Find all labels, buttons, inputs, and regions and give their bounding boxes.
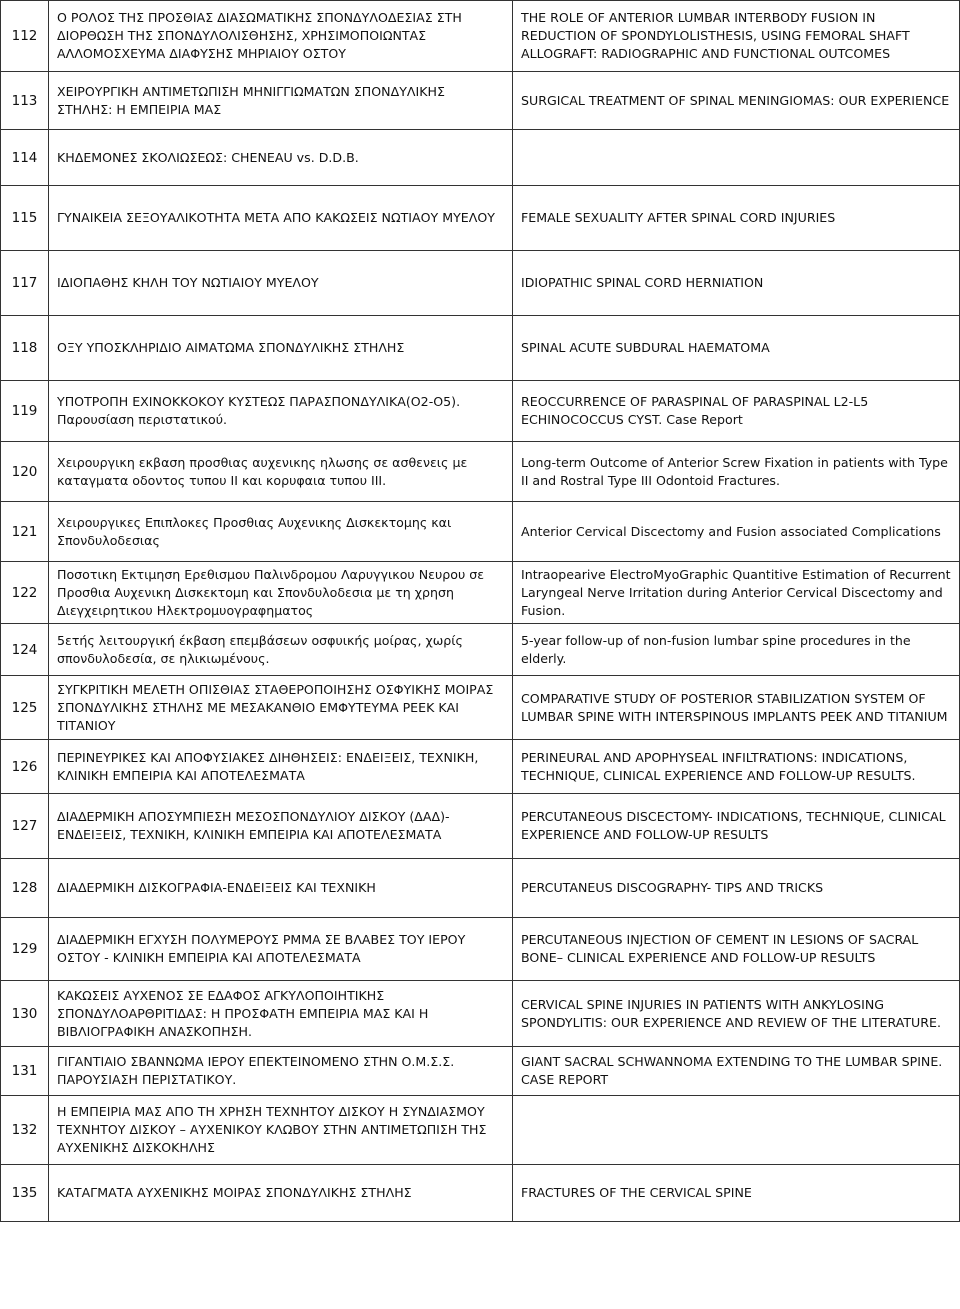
greek-title: ΟΞΥ ΥΠΟΣΚΛΗΡΙΔΙΟ ΑΙΜΑΤΩΜΑ ΣΠΟΝΔΥΛΙΚΗΣ ΣΤΗΛΗΣ — [49, 316, 513, 381]
table-row — [1, 186, 960, 251]
greek-title: ΥΠΟΤΡΟΠΗ ΕΧΙΝΟΚΚΟΚΟΥ ΚΥΣΤΕΩΣ ΠΑΡΑΣΠΟΝΔΥΛΙΚΑ(Ο2-Ο5). Παρουσίαση περιστατικού. — [49, 381, 513, 442]
greek-title: ΔΙΑΔΕΡΜΙΚΗ ΑΠΟΣΥΜΠΙΕΣΗ ΜΕΣΟΣΠΟΝΔΥΛΙΟΥ ΔΙΣΚΟΥ (ΔΑΔ)- ΕΝΔΕΙΞΕΙΣ, ΤΕΧΝΙΚΗ, ΚΛΙΝΙΚΗ ΕΜΠΕΙΡΙΑ ΚΑΙ ΑΠΟΤΕΛΕΣΜΑΤΑ — [49, 794, 513, 859]
abstract-number: 126 — [1, 740, 49, 794]
table-row — [1, 1047, 960, 1096]
table-row — [1, 72, 960, 130]
abstract-number: 129 — [1, 918, 49, 981]
greek-title: Ο ΡΟΛΟΣ ΤΗΣ ΠΡΟΣΘΙΑΣ ΔΙΑΣΩΜΑΤΙΚΗΣ ΣΠΟΝΔΥΛΟΔΕΣΙΑΣ ΣΤΗ ΔΙΟΡΘΩΣΗ ΤΗΣ ΣΠΟΝΔΥΛΟΛΙΣΘΗΣΗΣ, ΧΡΗΣΙΜΟΠΟΙΩΝΤΑΣ ΑΛΛΟΜΟΣΧΕΥΜΑ ΔΙΑΦΥΣΗΣ ΜΗΡΙΑΙΟΥ ΟΣΤΟΥ — [49, 1, 513, 72]
english-title: FRACTURES OF THE CERVICAL SPINE — [513, 1165, 960, 1222]
abstract-number: 125 — [1, 676, 49, 740]
greek-title: ΓΥΝΑΙΚΕΙΑ ΣΕΞΟΥΑΛΙΚΟΤΗΤΑ ΜΕΤΑ ΑΠΟ ΚΑΚΩΣΕΙΣ ΝΩΤΙΑΟΥ ΜΥΕΛΟΥ — [49, 186, 513, 251]
abstracts-table-body — [1, 1, 960, 1222]
english-title: SURGICAL TREATMENT OF SPINAL MENINGIOMAS: OUR EXPERIENCE — [513, 72, 960, 130]
english-title: SPINAL ACUTE SUBDURAL HAEMATOMA — [513, 316, 960, 381]
abstract-number: 130 — [1, 981, 49, 1047]
greek-title: ΚΑΚΩΣΕΙΣ ΑΥΧΕΝΟΣ ΣΕ ΕΔΑΦΟΣ ΑΓΚΥΛΟΠΟΙΗΤΙΚΗΣ ΣΠΟΝΔΥΛΟΑΡΘΡΙΤΙΔΑΣ: Η ΠΡΟΣΦΑΤΗ ΕΜΠΕΙΡΙΑ ΜΑΣ ΚΑΙ Η ΒΙΒΛΙΟΓΡΑΦΙΚΗ ΑΝΑΣΚΟΠΗΣΗ. — [49, 981, 513, 1047]
table-row — [1, 442, 960, 502]
english-title: COMPARATIVE STUDY OF POSTERIOR STABILIZATION SYSTEM OF LUMBAR SPINE WITH INTERSPINOUS IMPLANTS PEEK AND TITANIUM — [513, 676, 960, 740]
abstract-number: 119 — [1, 381, 49, 442]
table-row — [1, 381, 960, 442]
greek-title: ΠΕΡΙΝΕΥΡΙΚΕΣ ΚΑΙ ΑΠΟΦΥΣΙΑΚΕΣ ΔΙΗΘΗΣΕΙΣ: ΕΝΔΕΙΞΕΙΣ, ΤΕΧΝΙΚΗ, ΚΛΙΝΙΚΗ ΕΜΠΕΙΡΙΑ ΚΑΙ ΑΠΟΤΕΛΕΣΜΑΤΑ — [49, 740, 513, 794]
english-title: CERVICAL SPINE INJURIES IN PATIENTS WITH ANKYLOSING SPONDYLITIS: OUR EXPERIENCE AND REVIEW OF THE LITERATURE. — [513, 981, 960, 1047]
table-row — [1, 316, 960, 381]
greek-title: ΔΙΑΔΕΡΜΙΚΗ ΕΓΧΥΣΗ ΠΟΛΥΜΕΡΟΥΣ ΡΜΜΑ ΣΕ ΒΛΑΒΕΣ ΤΟΥ ΙΕΡΟΥ ΟΣΤΟΥ - ΚΛΙΝΙΚΗ ΕΜΠΕΙΡΙΑ ΚΑΙ ΑΠΟΤΕΛΕΣΜΑΤΑ — [49, 918, 513, 981]
abstract-number: 131 — [1, 1047, 49, 1096]
english-title: 5-year follow-up of non-fusion lumbar spine procedures in the elderly. — [513, 624, 960, 676]
english-title — [513, 130, 960, 186]
greek-title: ΙΔΙΟΠΑΘΗΣ ΚΗΛΗ ΤΟΥ ΝΩΤΙΑΙΟΥ ΜΥΕΛΟΥ — [49, 251, 513, 316]
greek-title: ΧΕΙΡΟΥΡΓΙΚΗ ΑΝΤΙΜΕΤΩΠΙΣΗ ΜΗΝΙΓΓΙΩΜΑΤΩΝ ΣΠΟΝΔΥΛΙΚΗΣ ΣΤΗΛΗΣ: Η ΕΜΠΕΙΡΙΑ ΜΑΣ — [49, 72, 513, 130]
english-title: Anterior Cervical Discectomy and Fusion associated Complications — [513, 502, 960, 562]
english-title: PERCUTANEOUS INJECTION OF CEMENT IN LESIONS OF SACRAL BONE– CLINICAL EXPERIENCE AND FOLLOW-UP RESULTS — [513, 918, 960, 981]
abstract-number: 128 — [1, 859, 49, 918]
abstract-number: 127 — [1, 794, 49, 859]
abstract-number: 132 — [1, 1096, 49, 1165]
english-title: Intraopearive ElectroMyoGraphic Quantitive Estimation of Recurrent Laryngeal Nerve Irritation during Anterior Cervical Discectomy and Fusion. — [513, 562, 960, 624]
english-title: IDIOPATHIC SPINAL CORD HERNIATION — [513, 251, 960, 316]
table-row — [1, 624, 960, 676]
english-title: PERCUTANEUS DISCOGRAPHY- TIPS AND TRICKS — [513, 859, 960, 918]
greek-title: ΣΥΓΚΡΙΤΙΚΗ ΜΕΛΕΤΗ ΟΠΙΣΘΙΑΣ ΣΤΑΘΕΡΟΠΟΙΗΣΗΣ ΟΣΦΥΙΚΗΣ ΜΟΙΡΑΣ ΣΠΟΝΔΥΛΙΚΗΣ ΣΤΗΛΗΣ ΜΕ ΜΕΣΑΚΑΝΘΙΟ ΕΜΦΥΤΕΥΜΑ PEEK ΚΑΙ ΤΙΤΑΝΙΟΥ — [49, 676, 513, 740]
abstract-number: 117 — [1, 251, 49, 316]
table-row — [1, 794, 960, 859]
greek-title: Ποσοτικη Εκτιμηση Ερεθισμου Παλινδρομου Λαρυγγικου Νευρου σε Προσθια Αυχενικη Δισκεκτομη και Σπονδυλοδεσια με τη χρηση Διεγχειρητικου Ηλεκτρομυογραφηματος — [49, 562, 513, 624]
english-title: FEMALE SEXUALITY AFTER SPINAL CORD INJURIES — [513, 186, 960, 251]
table-row — [1, 740, 960, 794]
abstract-number: 120 — [1, 442, 49, 502]
table-row — [1, 1096, 960, 1165]
english-title: GIANT SACRAL SCHWANNOMA EXTENDING TO THE LUMBAR SPINE. CASE REPORT — [513, 1047, 960, 1096]
table-row — [1, 918, 960, 981]
greek-title: Χειρουργικη εκβαση προσθιας αυχενικης ηλωσης σε ασθενεις με καταγματα οδοντος τυπου II και κορυφαια τυπου III. — [49, 442, 513, 502]
greek-title: ΚΑΤΑΓΜΑΤΑ ΑΥΧΕΝΙΚΗΣ ΜΟΙΡΑΣ ΣΠΟΝΔΥΛΙΚΗΣ ΣΤΗΛΗΣ — [49, 1165, 513, 1222]
english-title: THE ROLE OF ANTERIOR LUMBAR INTERBODY FUSION IN REDUCTION OF SPONDYLOLISTHESIS, USING FEMORAL SHAFT ALLOGRAFT: RADIOGRAPHIC AND FUNCTIONAL OUTCOMES — [513, 1, 960, 72]
table-row — [1, 130, 960, 186]
abstract-number: 118 — [1, 316, 49, 381]
abstract-number: 113 — [1, 72, 49, 130]
abstract-number: 121 — [1, 502, 49, 562]
table-row — [1, 859, 960, 918]
english-title: PERINEURAL AND APOPHYSEAL INFILTRATIONS: INDICATIONS, TECHNIQUE, CLINICAL EXPERIENCE AND FOLLOW-UP RESULTS. — [513, 740, 960, 794]
abstract-number: 114 — [1, 130, 49, 186]
table-row — [1, 981, 960, 1047]
abstract-number: 135 — [1, 1165, 49, 1222]
table-row — [1, 562, 960, 624]
abstract-number: 115 — [1, 186, 49, 251]
abstract-number: 122 — [1, 562, 49, 624]
abstract-number: 112 — [1, 1, 49, 72]
greek-title: ΓΙΓΑΝΤΙΑΙΟ ΣΒΑΝΝΩΜΑ ΙΕΡΟΥ ΕΠΕΚΤΕΙΝΟΜΕΝΟ ΣΤΗΝ Ο.Μ.Σ.Σ. ΠΑΡΟΥΣΙΑΣΗ ΠΕΡΙΣΤΑΤΙΚΟΥ. — [49, 1047, 513, 1096]
table-row — [1, 502, 960, 562]
greek-title: ΔΙΑΔΕΡΜΙΚΗ ΔΙΣΚΟΓΡΑΦΙΑ-ΕΝΔΕΙΞΕΙΣ ΚΑΙ ΤΕΧΝΙΚΗ — [49, 859, 513, 918]
english-title: REOCCURRENCE OF PARASPINAL OF PARASPINAL L2-L5 ECHINOCOCCUS CYST. Case Report — [513, 381, 960, 442]
greek-title: 5ετής λειτουργική έκβαση επεμβάσεων οσφυικής μοίρας, χωρίς σπονδυλοδεσία, σε ηλικιωμένους. — [49, 624, 513, 676]
table-row — [1, 676, 960, 740]
english-title: Long-term Outcome of Anterior Screw Fixation in patients with Type II and Rostral Type III Odontoid Fractures. — [513, 442, 960, 502]
english-title: PERCUTANEOUS DISCECTOMY- INDICATIONS, TECHNIQUE, CLINICAL EXPERIENCE AND FOLLOW-UP RESULTS — [513, 794, 960, 859]
table-row — [1, 1, 960, 72]
table-row — [1, 251, 960, 316]
greek-title: ΚΗΔΕΜΟΝΕΣ ΣΚΟΛΙΩΣΕΩΣ: CHENEAU vs. D.D.B. — [49, 130, 513, 186]
table-row — [1, 1165, 960, 1222]
greek-title: Η ΕΜΠΕΙΡΙΑ ΜΑΣ ΑΠΟ ΤΗ ΧΡΗΣΗ ΤΕΧΝΗΤΟΥ ΔΙΣΚΟΥ Η ΣΥΝΔΙΑΣΜΟΥ ΤΕΧΝΗΤΟΥ ΔΙΣΚΟΥ – ΑΥΧΕΝΙΚΟΥ ΚΛΩΒΟΥ ΣΤΗΝ ΑΝΤΙΜΕΤΩΠΙΣΗ ΤΗΣ ΑΥΧΕΝΙΚΗΣ ΔΙΣΚΟΚΗΛΗΣ — [49, 1096, 513, 1165]
english-title — [513, 1096, 960, 1165]
abstract-number: 124 — [1, 624, 49, 676]
greek-title: Χειρουργικες Επιπλοκες Προσθιας Αυχενικης Δισκεκτομης και Σπονδυλοδεσιας — [49, 502, 513, 562]
